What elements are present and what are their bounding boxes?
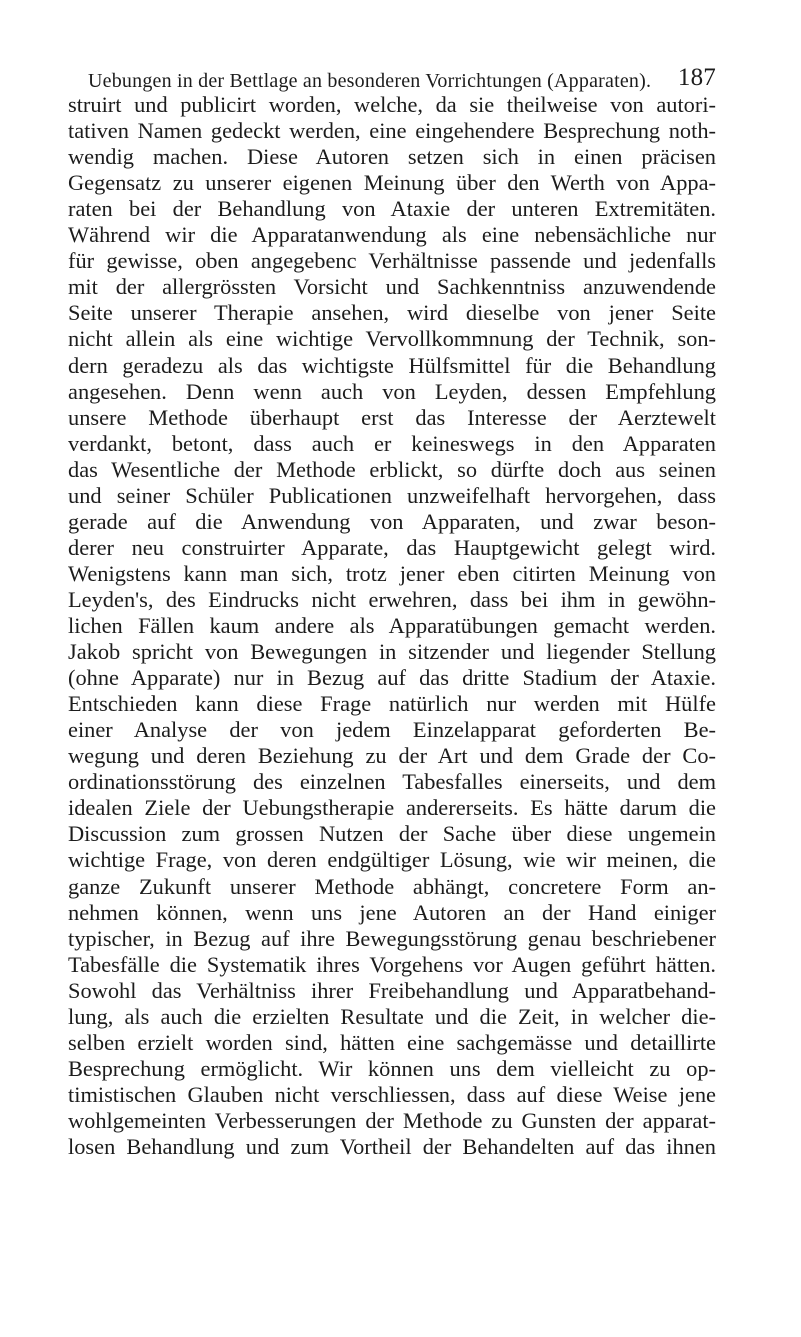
text-line: raten bei der Behandlung von Ataxie der unteren Extremitäten.	[68, 196, 716, 221]
text-line: Besprechung ermöglicht. Wir können uns dem vielleicht zu op-	[68, 1056, 716, 1081]
text-line: struirt und publicirt worden, welche, da sie theilweise von autori-	[68, 92, 716, 117]
text-line: einer Analyse der von jedem Einzelapparat geforderten Be-	[68, 717, 716, 742]
page-number: 187	[677, 64, 716, 91]
text-line: mit der allergrössten Vorsicht und Sachkenntniss anzuwendende	[68, 274, 716, 299]
text-line: lung, als auch die erzielten Resultate und die Zeit, in welcher die-	[68, 1004, 716, 1029]
text-line: Seite unserer Therapie ansehen, wird dieselbe von jener Seite	[68, 300, 716, 325]
running-head-title: Uebungen in der Bettlage an besonderen Vorrichtungen (Apparaten).	[88, 70, 652, 92]
text-line: Jakob spricht von Bewegungen in sitzender und liegender Stellung	[68, 639, 716, 664]
text-line: nicht allein als eine wichtige Vervollkommnung der Technik, son-	[68, 326, 716, 351]
text-line: Tabesfälle die Systematik ihres Vorgehens vor Augen geführt hätten.	[68, 952, 716, 977]
text-line: unsere Methode überhaupt erst das Interesse der Aerztewelt	[68, 405, 716, 430]
text-line: lichen Fällen kaum andere als Apparatübungen gemacht werden.	[68, 613, 716, 638]
text-line: wichtige Frage, von deren endgültiger Lösung, wie wir meinen, die	[68, 847, 716, 872]
text-line: Sowohl das Verhältniss ihrer Freibehandlung und Apparatbehand-	[68, 978, 716, 1003]
text-line: Wenigstens kann man sich, trotz jener eben citirten Meinung von	[68, 561, 716, 586]
text-line: ganze Zukunft unserer Methode abhängt, concretere Form an-	[68, 874, 716, 899]
text-line: verdankt, betont, dass auch er keineswegs in den Apparaten	[68, 431, 716, 456]
text-line: Discussion zum grossen Nutzen der Sache über diese ungemein	[68, 821, 716, 846]
text-line: Leyden's, des Eindrucks nicht erwehren, dass bei ihm in gewöhn-	[68, 587, 716, 612]
text-line: wohlgemeinten Verbesserungen der Methode zu Gunsten der apparat-	[68, 1108, 716, 1133]
text-line: nehmen können, wenn uns jene Autoren an der Hand einiger	[68, 900, 716, 925]
text-line: (ohne Apparate) nur in Bezug auf das dritte Stadium der Ataxie.	[68, 665, 716, 690]
text-line: typischer, in Bezug auf ihre Bewegungsstörung genau beschriebener	[68, 926, 716, 951]
text-line: Gegensatz zu unserer eigenen Meinung über den Werth von Appa-	[68, 170, 716, 195]
text-line: wendig machen. Diese Autoren setzen sich in einen präcisen	[68, 144, 716, 169]
text-line: timistischen Glauben nicht verschliessen, dass auf diese Weise jene	[68, 1082, 716, 1107]
text-line: für gewisse, oben angegebenc Verhältnisse passende und jedenfalls	[68, 248, 716, 273]
text-line: gerade auf die Anwendung von Apparaten, und zwar beson-	[68, 509, 716, 534]
text-line: Während wir die Apparatanwendung als eine nebensächliche nur	[68, 222, 716, 247]
text-line: das Wesentliche der Methode erblickt, so dürfte doch aus seinen	[68, 457, 716, 482]
text-line: idealen Ziele der Uebungstherapie andererseits. Es hätte darum die	[68, 795, 716, 820]
text-line: derer neu construirter Apparate, das Hauptgewicht gelegt wird.	[68, 535, 716, 560]
text-line: und seiner Schüler Publicationen unzweifelhaft hervorgehen, dass	[68, 483, 716, 508]
text-line: tativen Namen gedeckt werden, eine eingehendere Besprechung noth-	[68, 118, 716, 143]
text-line: selben erzielt worden sind, hätten eine sachgemässe und detaillirte	[68, 1030, 716, 1055]
text-line: dern geradezu als das wichtigste Hülfsmittel für die Behandlung	[68, 353, 716, 378]
text-line: losen Behandlung und zum Vortheil der Behandelten auf das ihnen	[68, 1134, 716, 1159]
text-line: ordinationsstörung des einzelnen Tabesfalles einerseits, und dem	[68, 769, 716, 794]
text-line: Entschieden kann diese Frage natürlich nur werden mit Hülfe	[68, 691, 716, 716]
text-line: wegung und deren Beziehung zu der Art und dem Grade der Co-	[68, 743, 716, 768]
text-line: angesehen. Denn wenn auch von Leyden, dessen Empfehlung	[68, 379, 716, 404]
